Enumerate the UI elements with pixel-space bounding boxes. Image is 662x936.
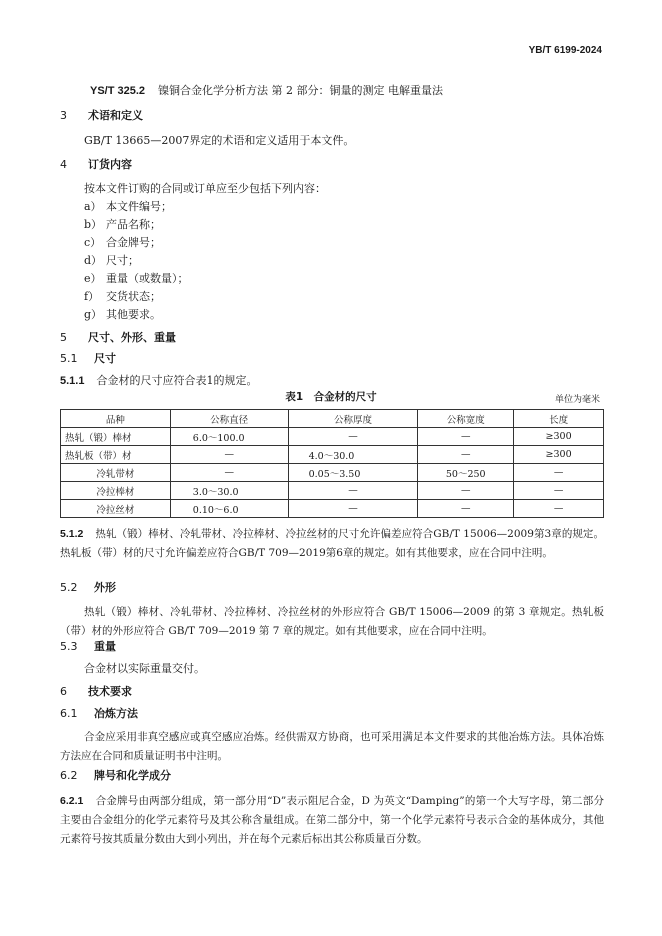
table-row [61,482,604,500]
order-list-item [84,236,161,250]
item-label: a） [84,200,102,213]
table-title: 表1 合金材的尺寸 [285,391,377,403]
table-header-row [61,410,604,428]
table-cell: — [170,446,288,464]
table-cell: 冷拉棒材 [61,482,171,500]
table-cell: — [418,482,514,500]
item-text: 本文件编号； [106,200,172,213]
section-number: 5.2 [60,581,78,594]
item-label: b） [84,218,103,231]
table-header-cell: 公称厚度 [288,410,418,428]
section-title: 重量 [94,640,116,653]
table-row [61,428,604,446]
section-5-2-heading [60,581,116,595]
table-cell: — [514,464,604,482]
section-6-1-heading [60,707,138,721]
table-row [61,464,604,482]
clause-5-1-2 [60,525,604,563]
order-list-item [84,290,161,304]
table-header-cell: 公称直径 [170,410,288,428]
clause-number: 5.1.1 [60,375,85,387]
clause-text: 合金材的尺寸应符合表1的规定。 [96,374,258,387]
table-row [61,500,604,518]
dimensions-table [60,409,604,518]
item-text: 重量（或数量）； [106,272,189,285]
section-title: 尺寸 [94,352,116,365]
section-number: 6 [60,685,67,698]
order-list-item [84,308,161,322]
clause-5-1-1 [60,374,257,388]
item-text: 其他要求。 [106,308,161,321]
item-label: g） [84,308,103,321]
section-5-1-heading [60,352,116,366]
section-5-3-heading [60,640,116,654]
table-cell: — [514,500,604,518]
table-cell: 3.0～30.0 [170,482,288,500]
table-cell: 50～250 [418,464,514,482]
table-cell: 冷拉丝材 [61,500,171,518]
section-title: 术语和定义 [88,109,143,122]
reference-standard-title: 镍铜合金化学分析方法 第 2 部分：铜量的测定 电解重量法 [158,84,443,97]
item-label: d） [84,254,103,267]
item-label: c） [84,236,102,249]
section-4-intro: 按本文件订购的合同或订单应至少包括下列内容： [84,182,326,195]
table-cell: — [514,482,604,500]
table-cell: 0.05～3.50 [288,464,418,482]
section-number: 6.1 [60,707,78,720]
table-row [61,446,604,464]
section-title: 尺寸、外形、重量 [88,331,176,344]
section-5-3-text: 合金材以实际重量交付。 [84,662,205,675]
clause-6-2-1 [60,792,604,849]
section-title: 技术要求 [88,685,132,698]
item-text: 交货状态； [106,290,161,303]
section-3-text: GB/T 13665—2007界定的术语和定义适用于本文件。 [84,134,355,147]
clause-number: 5.1.2 [60,528,84,540]
section-title: 冶炼方法 [94,707,138,720]
order-list-item [84,218,161,232]
section-6-1-text: 合金应采用非真空感应或真空感应冶炼。经供需双方协商，也可采用满足本文件要求的其他冶炼方法。具体冶炼方法应在合同和质量证明书中注明。 [60,731,604,762]
table-cell: 热轧板（带）材 [61,446,171,464]
table-cell: 4.0～30.0 [288,446,418,464]
section-4-heading [60,158,132,172]
table-cell: — [288,500,418,518]
item-label: f） [84,290,100,303]
item-label: e） [84,272,102,285]
table-cell: — [288,428,418,446]
section-title: 牌号和化学成分 [94,769,171,782]
table-header-cell: 长度 [514,410,604,428]
item-text: 尺寸； [106,254,139,267]
reference-entry [90,84,443,98]
section-3-heading [60,109,143,123]
reference-standard-number: YS/T 325.2 [90,85,146,97]
item-text: 合金牌号； [106,236,161,249]
table-cell: 冷轧带材 [61,464,171,482]
table-header-cell: 品种 [61,410,171,428]
table-cell: 0.10～6.0 [170,500,288,518]
table-unit: 单位为毫米 [554,395,600,405]
table-cell: 6.0～100.0 [170,428,288,446]
section-title: 外形 [94,581,116,594]
section-number: 3 [60,109,67,122]
table-cell: — [418,428,514,446]
table-cell: ≥300 [514,428,604,446]
section-number: 6.2 [60,769,78,782]
table-cell: — [418,500,514,518]
table-cell: — [170,464,288,482]
table-cell: — [418,446,514,464]
section-5-2-text: 热轧（锻）棒材、冷轧带材、冷拉棒材、冷拉丝材的外形应符合 GB/T 15006—2009 的第 3 章规定。热轧板（带）材的外形应符合 GB/T 709—2019 第 7 章的规定。如有其他要求，应在合同中注明。 [60,606,604,637]
item-text: 产品名称； [106,218,161,231]
section-5-heading [60,331,176,345]
table-cell: 热轧（锻）棒材 [61,428,171,446]
clause-text: 热轧（锻）棒材、冷轧带材、冷拉棒材、冷拉丝材的尺寸允许偏差应符合GB/T 15006—2009第3章的规定。热轧板（带）材的尺寸允许偏差应符合GB/T 709—2019第6章的规定。如有其他要求，应在合同中注明。 [60,528,604,559]
section-6-2-heading [60,769,171,783]
document-code: YB/T 6199-2024 [528,45,602,56]
order-list-item [84,272,189,286]
section-number: 5 [60,331,67,344]
section-number: 4 [60,158,67,171]
clause-text: 合金牌号由两部分组成，第一部分用“D”表示阻尼合金，D 为英文“Damping”的第一个大写字母，第二部分主要由合金组分的化学元素符号及其公称含量组成。在第二部分中，第一个化学元素符号表示合金的基体成分，其他元素符号按其质量分数由大到小列出，并在每个元素后标出其公称质量百分数。 [60,795,604,845]
clause-number: 6.2.1 [60,795,84,807]
section-number: 5.1 [60,352,78,365]
order-list-item [84,200,172,214]
table-header-cell: 公称宽度 [418,410,514,428]
table-cell: ≥300 [514,446,604,464]
section-title: 订货内容 [88,158,132,171]
section-number: 5.3 [60,640,78,653]
section-6-heading [60,685,132,699]
order-list-item [84,254,139,268]
table-cell: — [288,482,418,500]
